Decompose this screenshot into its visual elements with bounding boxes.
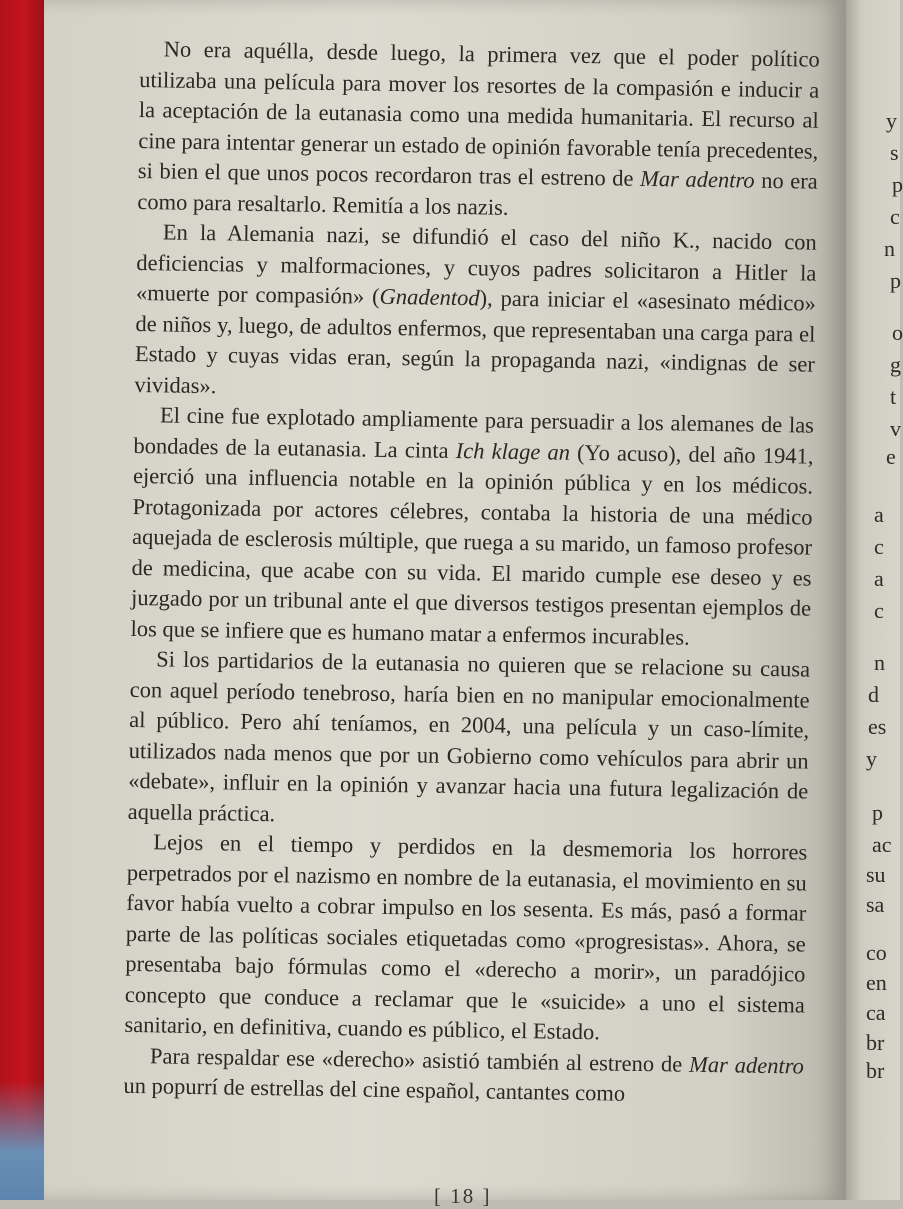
facing-page-fragment: d [868, 682, 879, 707]
facing-page-fragment: s [890, 140, 899, 165]
text-run: No era aquélla, desde luego, la primera vez que el poder político utilizaba una película para mover los resortes de la compasión e inducir a la aceptación de la eutanasia como una medida humanitaria. El recurso al cine para intentar generar un estado de opinión favorable tenía precedentes, si bien el que unos pocos recordaron tras el estreno de [137, 36, 820, 191]
facing-page-fragment: y [886, 108, 897, 133]
facing-page-fragment: v [890, 416, 901, 441]
text-run: El cine fue explotado ampliamente para persuadir a los alemanes de las bondades de la eutanasia. La cinta [133, 402, 815, 463]
text-run: Para respaldar ese «derecho» asistió también al estreno de [149, 1042, 690, 1077]
facing-page-fragment: es [868, 714, 887, 739]
facing-page-fragment: p [872, 800, 883, 825]
facing-page-fragment: a [874, 566, 884, 591]
text-run: En la Alemania nazi, se difundió el caso del niño K., nacido con deficiencias y malformaciones, y cuyos padres solicitaron a Hitler la «muerte por compasión» ( [135, 219, 818, 309]
page-text [123, 34, 820, 1112]
italic-title: Mar adentro [688, 1051, 805, 1079]
facing-page-fragment: y [866, 746, 877, 771]
text-run: ), para iniciar el «asesinato médico» de niños y, luego, de adultos enfermos, que representaban una carga para el Estado y cuyas vidas eran, según la propaganda nazi, «indignas de ser vividas». [134, 285, 817, 398]
facing-page-fragment: ca [866, 1000, 886, 1025]
book-page [44, 0, 846, 1208]
paragraph [134, 217, 817, 411]
italic-title: Ich klage an [455, 437, 571, 465]
facing-page-fragment: ac [872, 832, 892, 857]
facing-page-fragment: t [890, 384, 897, 409]
paragraph [124, 827, 807, 1051]
text-run: (Yo acuso), del año 1941, ejerció una influencia notable en la opinión pública y en los médicos. Protagonizada por actores célebres, contaba la historia de una médico aquejada de esclerosis múltiple, que ruega a su marido, un famoso profesor de medicina, que acabe con su vida. El marido cumple ese deseo y es juzgado por un tribunal ante el que diversos testigos presentan ejemplos de los que se infiere que es humano matar a enfermos incurables. [130, 439, 814, 650]
text-run: Si los partidarios de la eutanasia no quieren que se relacione su causa con aquel período tenebroso, haría bien en no manipular emocionalmente al público. Pero ahí teníamos, en 2004, una película y un caso-límite, utilizados nada menos que por un Gobierno como vehículos para abrir un «debate», influir en la opinión y avanzar hacia una futura legalización de aquella práctica. [127, 646, 811, 826]
facing-page-fragment: br [866, 1030, 885, 1055]
facing-page-fragment: su [866, 862, 886, 887]
facing-page-fragment: co [866, 940, 887, 965]
facing-page-fragment: e [886, 444, 896, 469]
facing-page-fragment: n [874, 650, 885, 675]
paragraph [123, 1040, 804, 1112]
facing-page-edge [846, 0, 903, 1200]
facing-page-fragment: o [892, 320, 903, 345]
facing-page-fragment: sa [866, 892, 885, 917]
italic-title: Gnadentod [379, 283, 480, 311]
book-cover-edge [0, 0, 44, 1200]
italic-title: Mar adentro [639, 165, 755, 193]
facing-page-fragment: g [890, 352, 901, 377]
facing-page-fragment: p [892, 172, 903, 197]
facing-page-fragment: c [874, 598, 884, 623]
text-run: no era como para resaltarlo. Remitía a los nazis. [137, 167, 818, 220]
text-run: un popurrí de estrellas del cine español, cantantes como [123, 1072, 626, 1106]
paragraph [130, 400, 814, 655]
facing-page-fragment: n [884, 236, 895, 261]
text-run: Lejos en el tiempo y perdidos en la desmemoria los horrores perpetrados por el nazismo en nombre de la eutanasia, el movimiento en su favor había vuelto a cobrar impulso en los sesenta. Es más, pasó a formar parte de las políticas sociales etiquetadas como «progresistas». Ahora, se presentaba bajo fórmulas como el «derecho a morir», un paradójico concepto que conduce a reclamar que le «suicide» a uno el sistema sanitario, en definitiva, cuando es público, el Estado. [124, 829, 808, 1045]
paragraph [128, 644, 811, 838]
facing-page-fragment: p [890, 268, 901, 293]
paragraph [137, 34, 820, 228]
facing-page-fragment: c [890, 204, 900, 229]
page-number: [ 18 ] [434, 1184, 492, 1208]
facing-page-fragment: br [866, 1058, 885, 1083]
facing-page-fragment: c [874, 534, 884, 559]
facing-page-fragment: a [874, 502, 884, 527]
facing-page-fragment: en [866, 970, 887, 995]
